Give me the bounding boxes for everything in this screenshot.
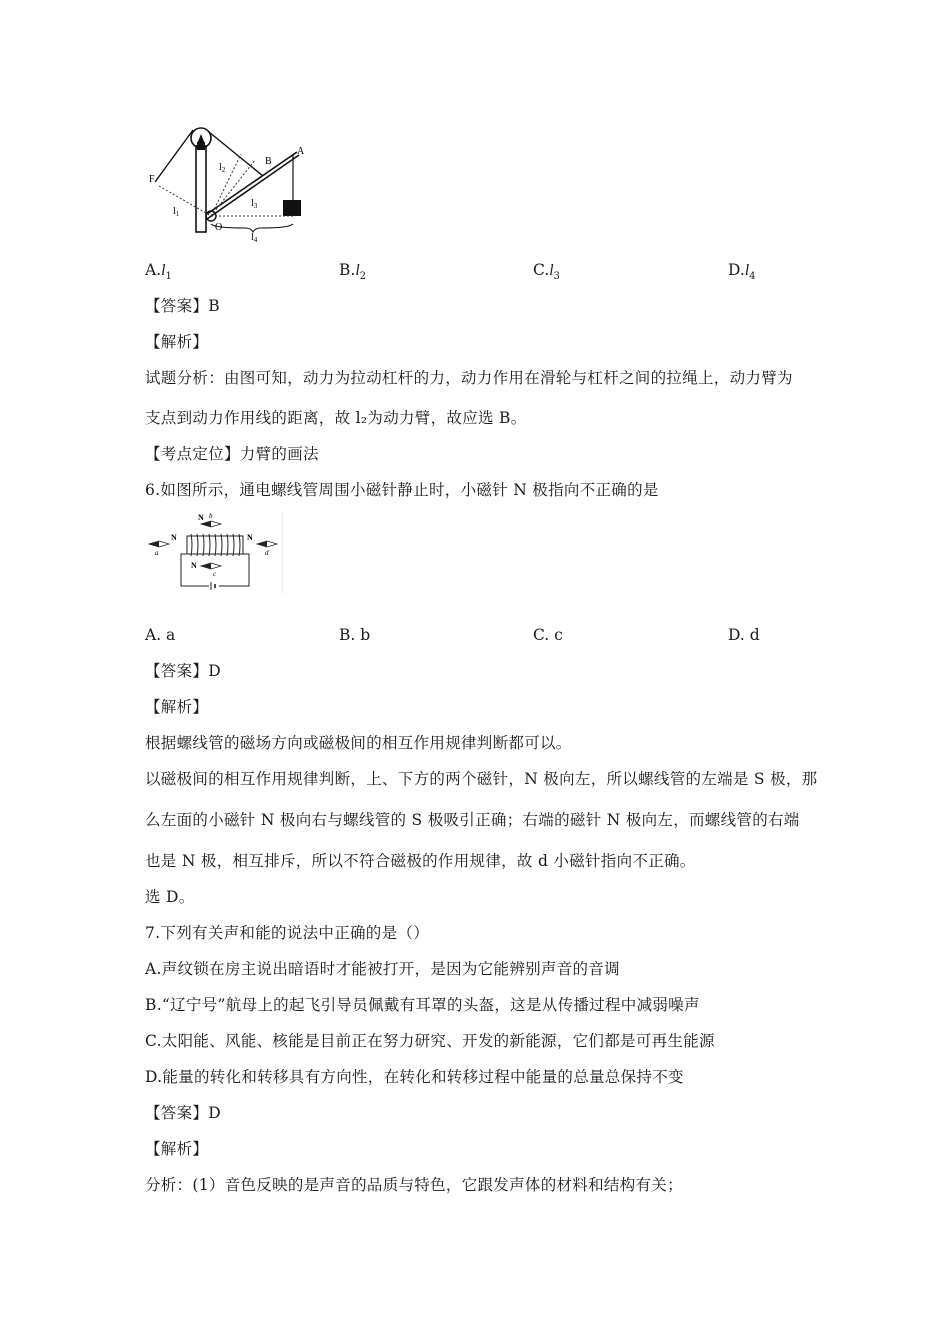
q6-analysis-line-3: 么左面的小磁针 N 极向右与螺线管的 S 极吸引正确；右端的磁针 N 极向左，而螺线管的右端 — [145, 811, 800, 829]
q5-analysis-heading: 【解析】 — [145, 333, 209, 351]
label-N-b: N — [198, 513, 204, 522]
q5-analysis-line-2: 支点到动力作用线的距离，故 l₂为动力臂，故应选 B。 — [145, 409, 527, 427]
label-d: d — [265, 549, 269, 557]
label-c: c — [213, 570, 217, 578]
q5-option-c[interactable]: $C.l_3$ — [533, 261, 560, 283]
label-N-a: N — [171, 533, 177, 542]
q5-options — [145, 259, 805, 281]
q5-answer: 【答案】B — [145, 297, 220, 315]
label-l4: $l_4$ — [251, 232, 258, 244]
q7-answer: 【答案】D — [145, 1104, 221, 1122]
q7-analysis-heading: 【解析】 — [145, 1140, 209, 1158]
q5-analysis-line-1: 试题分析：由图可知，动力为拉动杠杆的力，动力作用在滑轮与杠杆之间的拉绳上，动力臂为 — [145, 369, 793, 387]
q7-option-b[interactable]: B.“辽宁号”航母上的起飞引导员佩戴有耳罩的头盔，这是从传播过程中减弱噪声 — [145, 996, 700, 1014]
q5-option-b[interactable]: $B.l_2$ — [339, 261, 367, 283]
label-l3: $l_3$ — [251, 198, 258, 210]
solenoid-figure — [145, 512, 283, 594]
q5-option-a[interactable]: $A.l_1$ — [145, 261, 172, 283]
q6-option-a[interactable]: A. a — [145, 626, 176, 644]
q6-analysis-line-2: 以磁极间的相互作用规律判断，上、下方的两个磁针，N 极向左，所以螺线管的左端是 S 极，那 — [145, 770, 818, 788]
q7-option-a[interactable]: A.声纹锁在房主说出暗语时才能被打开，是因为它能辨别声音的音调 — [145, 960, 620, 978]
q6-answer: 【答案】D — [145, 662, 221, 680]
label-O: O — [215, 222, 223, 233]
q6-options — [145, 624, 805, 646]
q6-analysis-line-4: 也是 N 极，相互排斥，所以不符合磁极的作用规律，故 d 小磁针指向不正确。 — [145, 852, 696, 870]
q6-analysis-line-1: 根据螺线管的磁场方向或磁极间的相互作用规律判断都可以。 — [145, 734, 572, 752]
q6-question: 6.如图所示，通电螺线管周围小磁针静止时，小磁针 N 极指向不正确的是 — [145, 481, 659, 499]
label-F: F — [149, 174, 155, 185]
label-l2: $l_2$ — [219, 162, 226, 174]
q7-option-d[interactable]: D.能量的转化和转移具有方向性，在转化和转移过程中能量的总量总保持不变 — [145, 1068, 684, 1086]
label-b: b — [209, 512, 213, 520]
label-N-d: N — [247, 533, 253, 542]
q6-option-c[interactable]: C. c — [533, 626, 563, 644]
weight-block — [283, 200, 301, 216]
q5-topic: 【考点定位】力臂的画法 — [145, 445, 319, 463]
lever-pulley-figure — [145, 124, 310, 244]
q6-option-d[interactable]: D. d — [728, 626, 760, 644]
q7-option-c[interactable]: C.太阳能、风能、核能是目前正在努力研究、开发的新能源，它们都是可再生能源 — [145, 1032, 715, 1050]
q6-analysis-heading: 【解析】 — [145, 698, 209, 716]
q5-option-d[interactable]: $D.l_4$ — [728, 261, 756, 283]
label-a: a — [155, 549, 159, 557]
label-l1: $l_1$ — [173, 206, 180, 218]
q7-question: 7.下列有关声和能的说法中正确的是（） — [145, 924, 429, 942]
label-A: A — [297, 146, 305, 157]
q7-analysis-line-1: 分析：(1）音色反映的是声音的品质与特色，它跟发声体的材料和结构有关； — [145, 1176, 683, 1194]
label-B: B — [265, 156, 272, 167]
pole — [196, 146, 206, 232]
q6-analysis-line-5: 选 D。 — [145, 888, 195, 906]
label-N-c: N — [191, 561, 197, 570]
q6-option-b[interactable]: B. b — [339, 626, 371, 644]
